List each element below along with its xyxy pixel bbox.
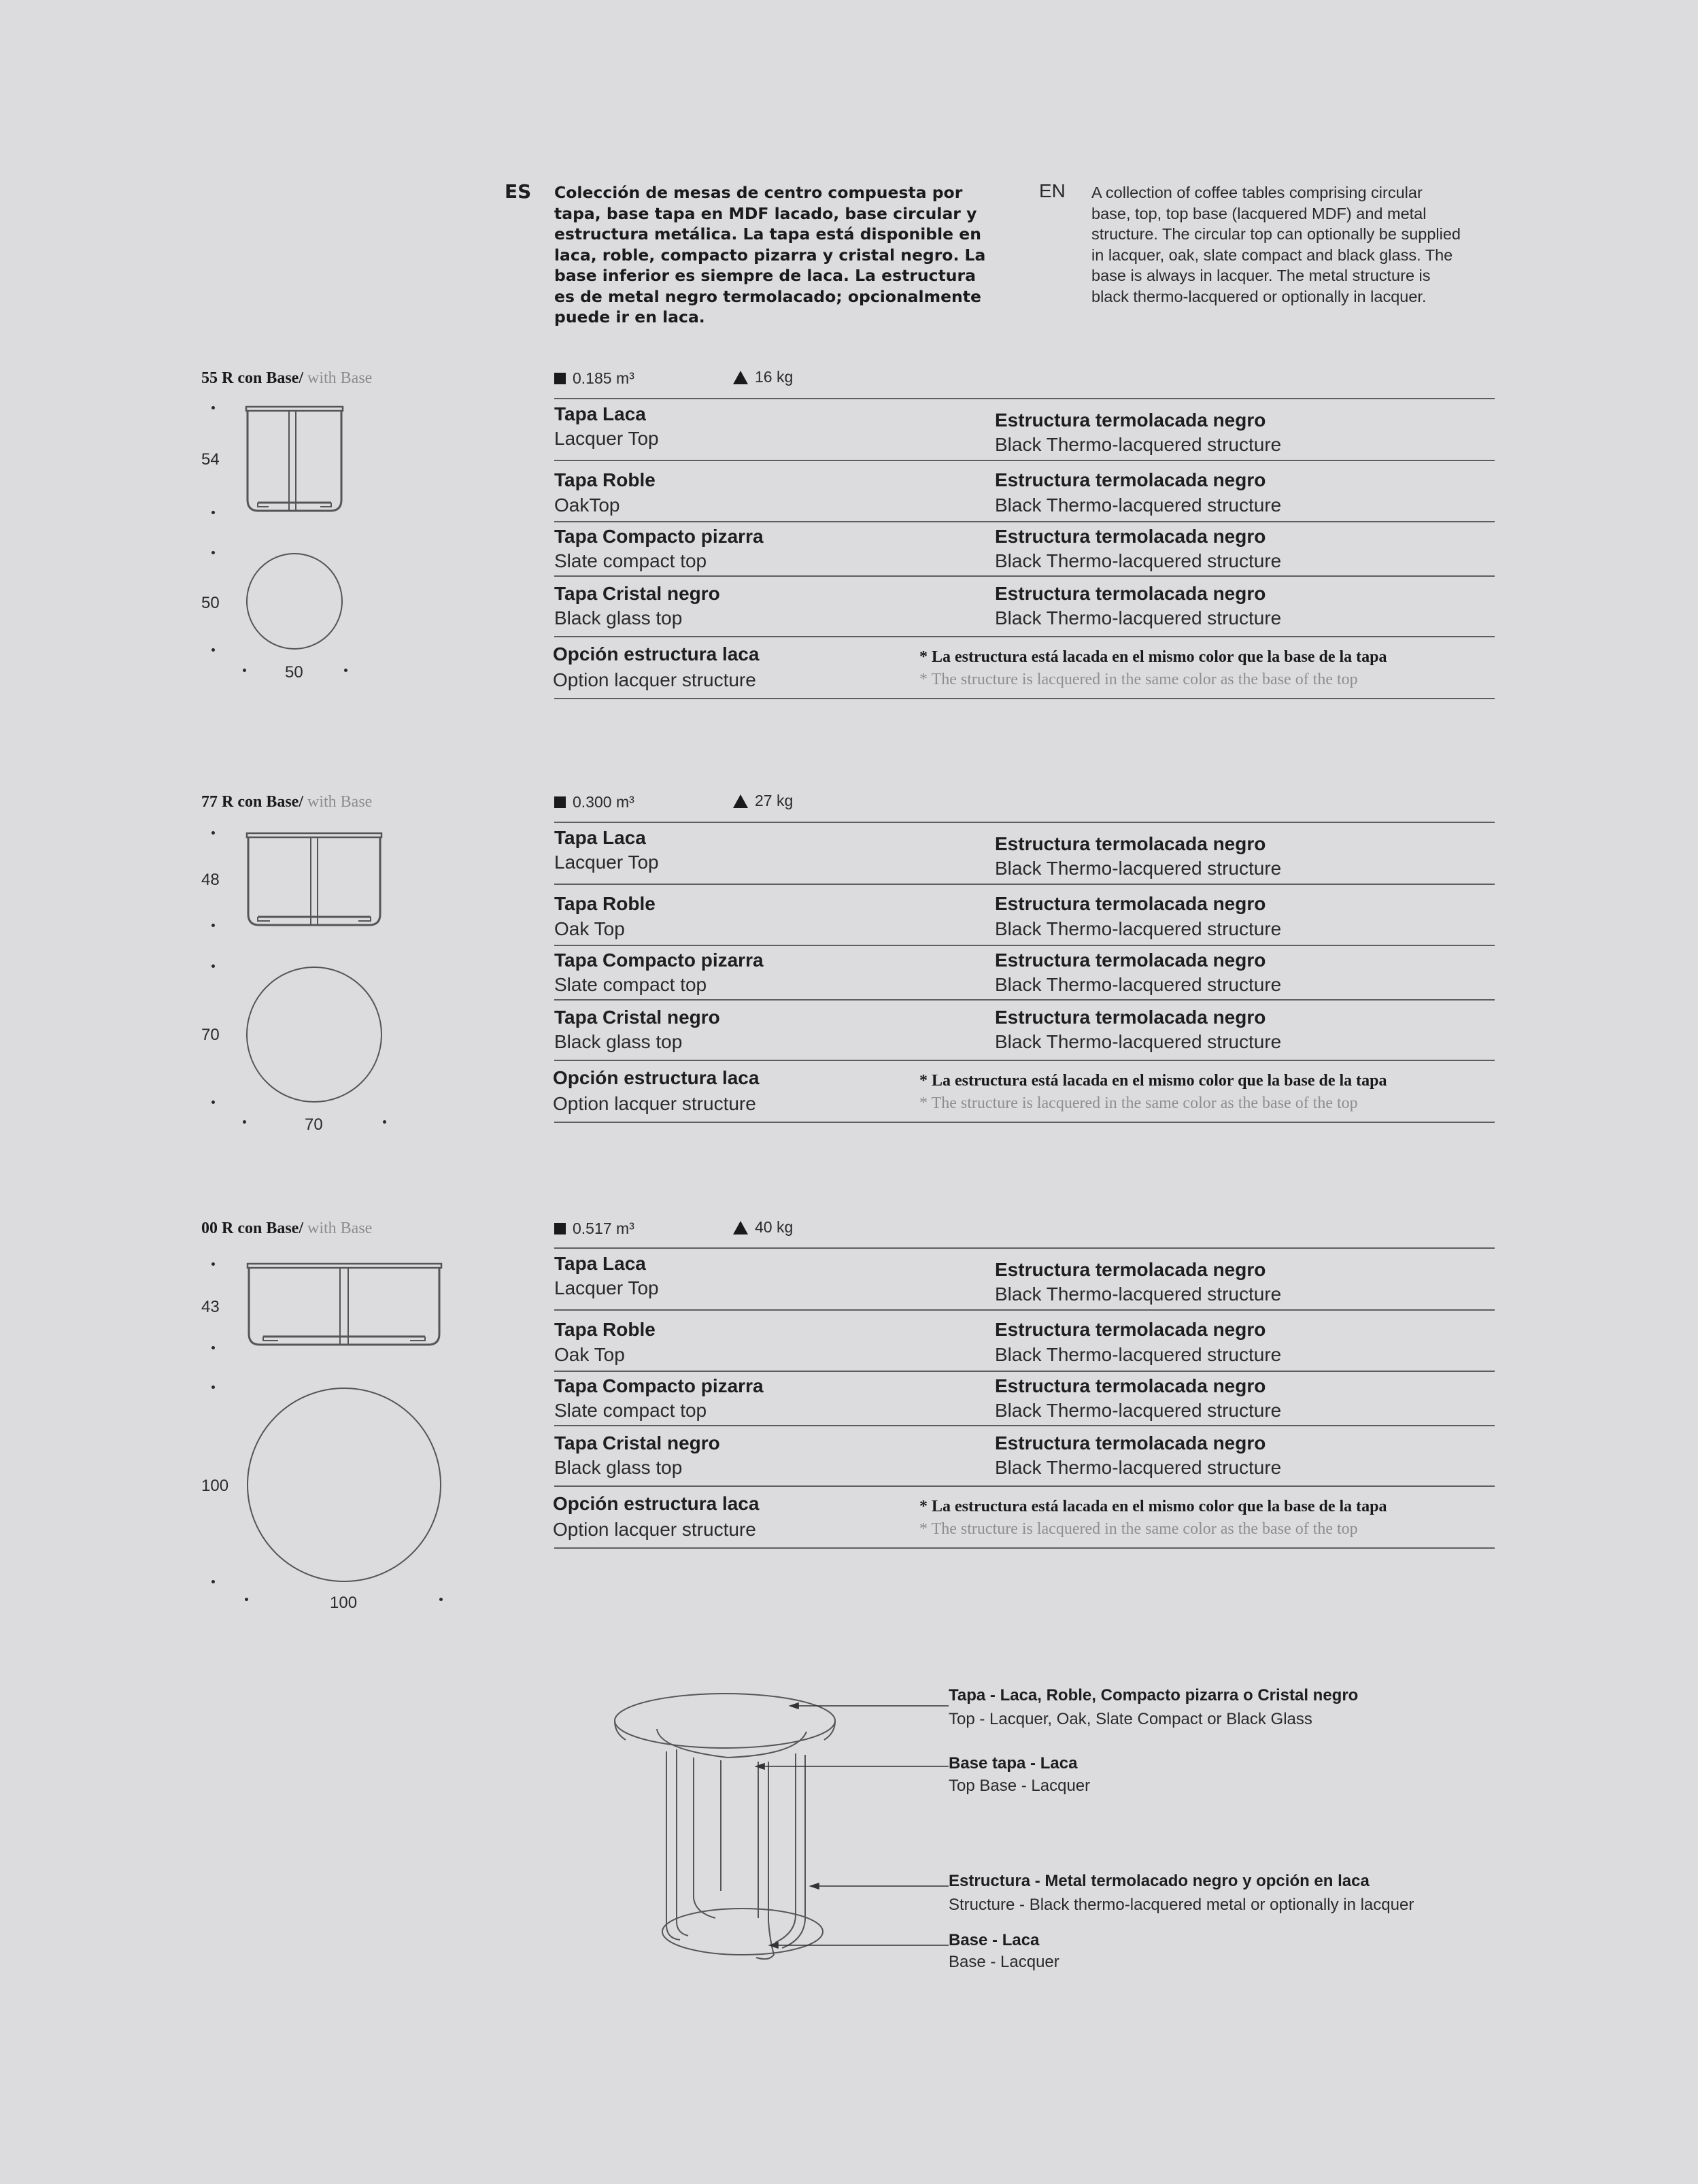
row-struct-es: Estructura termolacada negro bbox=[995, 950, 1266, 971]
row-top-en: Lacquer Top bbox=[554, 428, 659, 449]
intro-en-text: A collection of coffee tables comprising circular base, top, top base (lacquered MDF) and metal structure. The circular top can optionally be supplied in lacquer, oak, slate compact and black glass. The base is always in lacquer. The metal structure is black thermo-lacquered or optionally in lacquer. bbox=[1091, 184, 1461, 305]
volume-icon bbox=[554, 373, 566, 384]
divider bbox=[554, 1425, 1495, 1426]
section-title: 00 R con Base/ with Base bbox=[201, 1220, 373, 1237]
section-title: 55 R con Base/ with Base bbox=[201, 369, 373, 387]
row-top-es: Tapa Compacto pizarra bbox=[554, 950, 764, 971]
row-top-es: Tapa Cristal negro bbox=[554, 583, 720, 604]
weight-label: 16 kg bbox=[733, 368, 793, 386]
callout-structure-en: Structure - Black thermo-lacquered metal or optionally in lacquer bbox=[949, 1896, 1414, 1914]
row-top-en: OakTop bbox=[554, 494, 620, 516]
divider bbox=[554, 1060, 1495, 1061]
dim-dot bbox=[243, 1120, 246, 1124]
option-es: Opción estructura laca bbox=[553, 643, 760, 665]
row-struct-en: Black Thermo-lacquered structure bbox=[995, 918, 1282, 939]
option-note-en: * The structure is lacquered in the same color as the base of the top bbox=[919, 1094, 1358, 1112]
row-top-en: Slate compact top bbox=[554, 974, 707, 995]
row-top-es: Tapa Laca bbox=[554, 403, 646, 424]
top-view-drawing bbox=[245, 552, 343, 650]
height-dimension: 48 bbox=[201, 871, 220, 889]
dim-dot bbox=[243, 669, 246, 672]
option-note-es: * La estructura está lacada en el mismo color que la base de la tapa bbox=[919, 648, 1387, 666]
divider bbox=[554, 460, 1495, 461]
row-struct-es: Estructura termolacada negro bbox=[995, 469, 1266, 490]
intro-es-label: ES bbox=[505, 180, 532, 203]
divider bbox=[554, 521, 1495, 522]
divider bbox=[554, 1485, 1495, 1487]
option-note-es: * La estructura está lacada en el mismo color que la base de la tapa bbox=[919, 1072, 1387, 1090]
option-note-en: * The structure is lacquered in the same color as the base of the top bbox=[919, 1520, 1358, 1538]
row-struct-es: Estructura termolacada negro bbox=[995, 583, 1266, 604]
row-struct-es: Estructura termolacada negro bbox=[995, 1319, 1266, 1340]
dim-dot bbox=[211, 1580, 215, 1583]
option-note-en: * The structure is lacquered in the same color as the base of the top bbox=[919, 671, 1358, 688]
top-view-drawing bbox=[246, 1387, 442, 1583]
row-top-es: Tapa Cristal negro bbox=[554, 1007, 720, 1028]
row-struct-es: Estructura termolacada negro bbox=[995, 893, 1266, 914]
volume-icon bbox=[554, 796, 566, 808]
row-struct-es: Estructura termolacada negro bbox=[995, 526, 1266, 547]
divider bbox=[554, 945, 1495, 946]
option-note-es: * La estructura está lacada en el mismo color que la base de la tapa bbox=[919, 1498, 1387, 1515]
callout-top-base-es: Base tapa - Laca bbox=[949, 1754, 1078, 1773]
callout-leaders bbox=[748, 1680, 952, 1966]
intro-en-label: EN bbox=[1039, 180, 1066, 201]
row-struct-en: Black Thermo-lacquered structure bbox=[995, 434, 1282, 455]
row-struct-es: Estructura termolacada negro bbox=[995, 1259, 1266, 1280]
diameter-dimension: 100 bbox=[330, 1594, 358, 1612]
height-dimension: 54 bbox=[201, 450, 220, 469]
callout-top-es: Tapa - Laca, Roble, Compacto pizarra o Cristal negro bbox=[949, 1686, 1359, 1704]
divider bbox=[554, 999, 1495, 1001]
callout-base-en: Base - Lacquer bbox=[949, 1953, 1059, 1971]
row-top-en: Black glass top bbox=[554, 1031, 683, 1052]
option-en: Option lacquer structure bbox=[553, 1093, 756, 1114]
dim-dot bbox=[211, 1346, 215, 1349]
dim-dot bbox=[211, 648, 215, 652]
dim-dot bbox=[211, 924, 215, 927]
option-es: Opción estructura laca bbox=[553, 1067, 760, 1088]
row-struct-en: Black Thermo-lacquered structure bbox=[995, 974, 1282, 995]
side-view-drawing bbox=[243, 831, 386, 928]
row-struct-en: Black Thermo-lacquered structure bbox=[995, 1344, 1282, 1365]
row-top-en: Black glass top bbox=[554, 607, 683, 628]
weight-label: 40 kg bbox=[733, 1218, 793, 1237]
dim-dot bbox=[211, 406, 215, 409]
divider bbox=[554, 575, 1495, 577]
row-struct-en: Black Thermo-lacquered structure bbox=[995, 550, 1282, 571]
divider bbox=[554, 1309, 1495, 1311]
callout-base-es: Base - Laca bbox=[949, 1931, 1040, 1949]
divider bbox=[554, 398, 1495, 399]
row-top-es: Tapa Roble bbox=[554, 893, 656, 914]
weight-label: 27 kg bbox=[733, 792, 793, 810]
dim-dot bbox=[211, 551, 215, 554]
diameter-dimension: 50 bbox=[285, 663, 303, 682]
row-struct-en: Black Thermo-lacquered structure bbox=[995, 858, 1282, 879]
row-top-en: Slate compact top bbox=[554, 550, 707, 571]
row-struct-en: Black Thermo-lacquered structure bbox=[995, 1457, 1282, 1478]
callout-top-base-en: Top Base - Lacquer bbox=[949, 1777, 1091, 1795]
top-view-drawing bbox=[245, 966, 383, 1103]
row-struct-en: Black Thermo-lacquered structure bbox=[995, 1031, 1282, 1052]
row-top-en: Lacquer Top bbox=[554, 852, 659, 873]
row-top-es: Tapa Laca bbox=[554, 1253, 646, 1274]
divider bbox=[554, 822, 1495, 823]
divider bbox=[554, 1247, 1495, 1249]
row-top-es: Tapa Compacto pizarra bbox=[554, 1375, 764, 1396]
callout-structure-es: Estructura - Metal termolacado negro y opción en laca bbox=[949, 1872, 1370, 1890]
section-title: 77 R con Base/ with Base bbox=[201, 793, 373, 811]
volume-icon bbox=[554, 1223, 566, 1234]
row-top-es: Tapa Roble bbox=[554, 1319, 656, 1340]
weight-icon bbox=[733, 794, 748, 808]
row-top-es: Tapa Roble bbox=[554, 469, 656, 490]
row-struct-en: Black Thermo-lacquered structure bbox=[995, 1400, 1282, 1421]
row-top-en: Lacquer Top bbox=[554, 1277, 659, 1298]
row-top-es: Tapa Compacto pizarra bbox=[554, 526, 764, 547]
divider bbox=[554, 884, 1495, 885]
row-struct-es: Estructura termolacada negro bbox=[995, 833, 1266, 854]
dim-dot bbox=[344, 669, 347, 672]
dim-dot bbox=[211, 511, 215, 514]
dim-dot bbox=[211, 1385, 215, 1389]
row-top-en: Slate compact top bbox=[554, 1400, 707, 1421]
row-struct-es: Estructura termolacada negro bbox=[995, 1375, 1266, 1396]
option-en: Option lacquer structure bbox=[553, 669, 756, 690]
divider bbox=[554, 636, 1495, 637]
row-top-en: Oak Top bbox=[554, 918, 625, 939]
weight-icon bbox=[733, 1221, 748, 1234]
divider bbox=[554, 1371, 1495, 1372]
volume-label: 0.517 m³ bbox=[554, 1220, 634, 1238]
volume-label: 0.300 m³ bbox=[554, 793, 634, 811]
row-top-en: Black glass top bbox=[554, 1457, 683, 1478]
row-top-en: Oak Top bbox=[554, 1344, 625, 1365]
row-struct-es: Estructura termolacada negro bbox=[995, 1432, 1266, 1454]
row-struct-en: Black Thermo-lacquered structure bbox=[995, 494, 1282, 516]
row-struct-es: Estructura termolacada negro bbox=[995, 409, 1266, 431]
row-struct-es: Estructura termolacada negro bbox=[995, 1007, 1266, 1028]
dim-dot bbox=[211, 1101, 215, 1104]
intro-es-text: Colección de mesas de centro compuesta por tapa, base tapa en MDF lacado, base circular y estructura metálica. La tapa está disponible en laca, roble, compacto pizarra y cristal negro. La base inferior es siempre de laca. La estructura es de metal negro termolacado; opcionalmente puede ir en laca. bbox=[554, 183, 986, 326]
side-view-drawing bbox=[241, 405, 347, 514]
diameter-dimension: 70 bbox=[201, 1026, 220, 1044]
height-dimension: 43 bbox=[201, 1298, 220, 1316]
weight-icon bbox=[733, 371, 748, 384]
dim-dot bbox=[211, 964, 215, 968]
callout-top-en: Top - Lacquer, Oak, Slate Compact or Black Glass bbox=[949, 1710, 1312, 1728]
dim-dot bbox=[211, 1262, 215, 1266]
diameter-dimension: 50 bbox=[201, 594, 220, 612]
option-es: Opción estructura laca bbox=[553, 1493, 760, 1514]
divider bbox=[554, 1547, 1495, 1549]
option-en: Option lacquer structure bbox=[553, 1519, 756, 1540]
row-struct-en: Black Thermo-lacquered structure bbox=[995, 607, 1282, 628]
volume-label: 0.185 m³ bbox=[554, 369, 634, 388]
diameter-dimension: 70 bbox=[305, 1115, 323, 1134]
row-struct-en: Black Thermo-lacquered structure bbox=[995, 1283, 1282, 1305]
dim-dot bbox=[383, 1120, 386, 1124]
row-top-es: Tapa Cristal negro bbox=[554, 1432, 720, 1454]
side-view-drawing bbox=[244, 1262, 445, 1349]
dim-dot bbox=[211, 831, 215, 835]
diameter-dimension: 100 bbox=[201, 1477, 229, 1495]
divider bbox=[554, 1122, 1495, 1123]
dim-dot bbox=[439, 1598, 443, 1601]
dim-dot bbox=[245, 1598, 248, 1601]
divider bbox=[554, 698, 1495, 699]
row-top-es: Tapa Laca bbox=[554, 827, 646, 848]
